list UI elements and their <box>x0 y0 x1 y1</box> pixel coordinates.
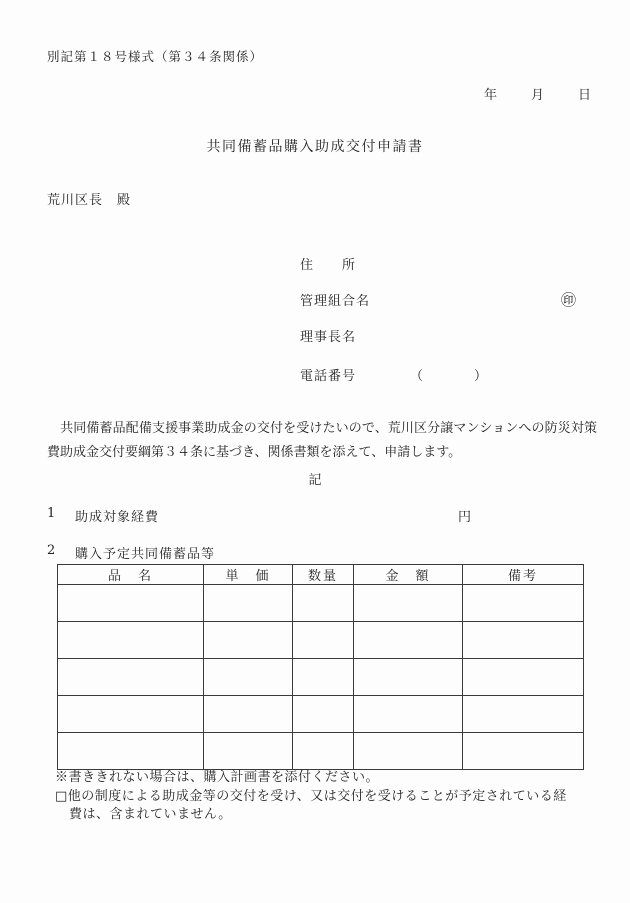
phone-line <box>300 365 590 384</box>
phone-paren-open: （ <box>410 369 425 384</box>
currency-unit-label: 円 <box>458 510 473 525</box>
table-cell <box>293 585 354 622</box>
table-row <box>58 659 584 696</box>
column-header-remarks: 備考 <box>463 565 584 585</box>
item-number: 1 <box>47 506 57 521</box>
date-year-label: 年 <box>484 88 498 103</box>
table-cell <box>354 733 463 770</box>
note-other-subsidies-excluded: □他の制度による助成金等の交付を受け、又は交付を受けることが予定されている経費は、含まれていません。 <box>55 789 567 822</box>
association-label: 管理組合名 <box>300 294 371 309</box>
table-cell <box>58 696 204 733</box>
table-cell <box>204 733 293 770</box>
table-cell <box>58 585 204 622</box>
table-cell <box>58 733 204 770</box>
phone-paren-close: ） <box>474 369 489 384</box>
table-header-row <box>58 565 584 585</box>
table-cell <box>204 622 293 659</box>
chairperson-label: 理事長名 <box>300 330 357 345</box>
table-cell <box>204 696 293 733</box>
column-header-quantity: 数量 <box>293 565 354 585</box>
table-cell <box>354 585 463 622</box>
date-month-label: 月 <box>531 88 545 103</box>
table-cell <box>293 696 354 733</box>
item-number: 2 <box>47 543 57 558</box>
column-header-unit-price: 単 価 <box>204 565 293 585</box>
stock-items-table <box>57 564 584 770</box>
association-line <box>300 290 590 309</box>
table-cell <box>293 733 354 770</box>
table-cell <box>354 696 463 733</box>
table-row <box>58 696 584 733</box>
note-attach-purchase-plan: ※書ききれない場合は、購入計画書を添付ください。 <box>55 770 380 785</box>
stock-table-body <box>58 585 584 770</box>
table-cell <box>463 585 584 622</box>
table-row <box>58 622 584 659</box>
column-header-item-name: 品 名 <box>58 565 204 585</box>
table-cell <box>204 585 293 622</box>
table-cell <box>293 622 354 659</box>
phone-label: 電話番号 <box>300 369 357 384</box>
seal-mark: ㊞ <box>561 291 577 309</box>
table-cell <box>293 659 354 696</box>
form-number: 別記第１８号様式（第３４条関係） <box>47 49 264 64</box>
table-row <box>58 585 584 622</box>
table-cell <box>354 659 463 696</box>
table-cell <box>463 733 584 770</box>
body-paragraph: 共同備蓄品配備支援事業助成金の交付を受けたいので、荒川区分譲マンションへの防災対策費助成金交付要綱第３４条に基づき、関係書類を添えて、申請します。 <box>47 421 597 460</box>
table-cell <box>204 659 293 696</box>
item-label: 助成対象経費 <box>75 510 160 525</box>
record-marker: 記 <box>308 473 322 488</box>
addressee: 荒川区長 殿 <box>47 193 132 208</box>
table-cell <box>58 622 204 659</box>
table-cell <box>463 696 584 733</box>
column-header-amount: 金 額 <box>354 565 463 585</box>
item-label: 購入予定共同備蓄品等 <box>75 547 216 562</box>
date-day-label: 日 <box>578 88 592 103</box>
date-line <box>484 84 591 103</box>
table-row <box>58 733 584 770</box>
address-label: 住 所 <box>300 258 357 273</box>
table-cell <box>58 659 204 696</box>
page-title: 共同備蓄品購入助成交付申請書 <box>206 139 424 155</box>
table-cell <box>463 622 584 659</box>
table-cell <box>463 659 584 696</box>
table-cell <box>354 622 463 659</box>
